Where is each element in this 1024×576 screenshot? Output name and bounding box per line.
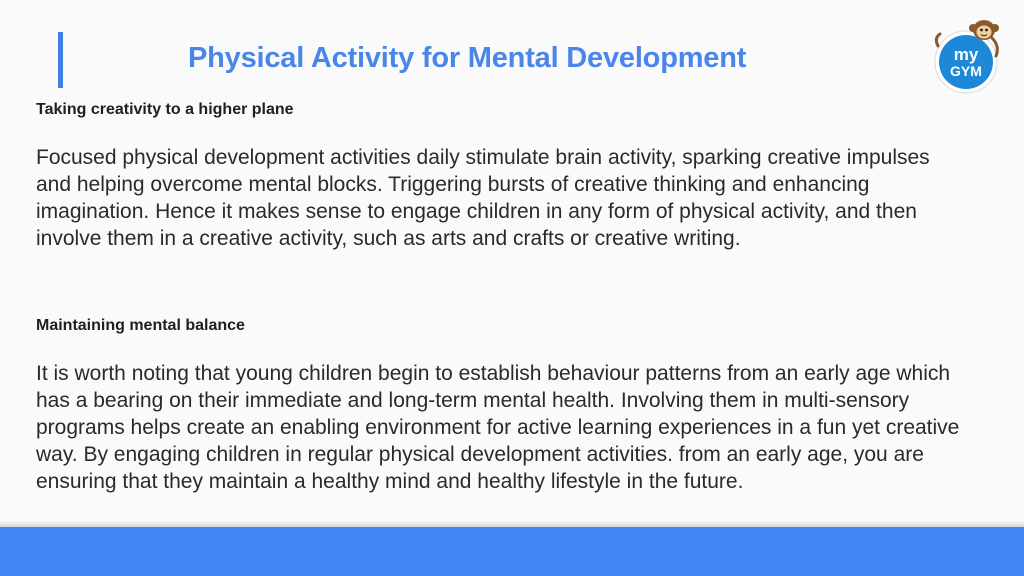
- title-accent-bar: [58, 32, 63, 88]
- logo-text-my: my: [953, 45, 979, 64]
- section-body-creativity: Focused physical development activities daily stimulate brain activity, sparking creative impulses and helping overcome mental blocks. Triggering bursts of creative thinking and enhancing imagination. Hence it makes sense to engage children in any form of physical activity, and then involve them in a creative activity, such as arts and crafts or creative writing.: [36, 146, 930, 250]
- mygym-logo: [926, 16, 1006, 96]
- section-heading-creativity: Taking creativity to a higher plane: [36, 101, 294, 118]
- page-title: Physical Activity for Mental Development: [188, 42, 747, 74]
- footer-bar: [0, 527, 1024, 576]
- section-body-mental-balance: It is worth noting that young children begin to establish behaviour patterns from an early age which has a bearing on their immediate and long-term mental health. Involving them in multi-sensory programs helps create an enabling environment for active learning experiences in a fun yet creative way. By engaging children in regular physical development activities. from an early age, you are ensuring that they maintain a healthy mind and healthy lifestyle in the future.: [36, 362, 960, 493]
- section-heading-mental-balance: Maintaining mental balance: [36, 317, 245, 334]
- logo-text-gym: GYM: [950, 63, 982, 79]
